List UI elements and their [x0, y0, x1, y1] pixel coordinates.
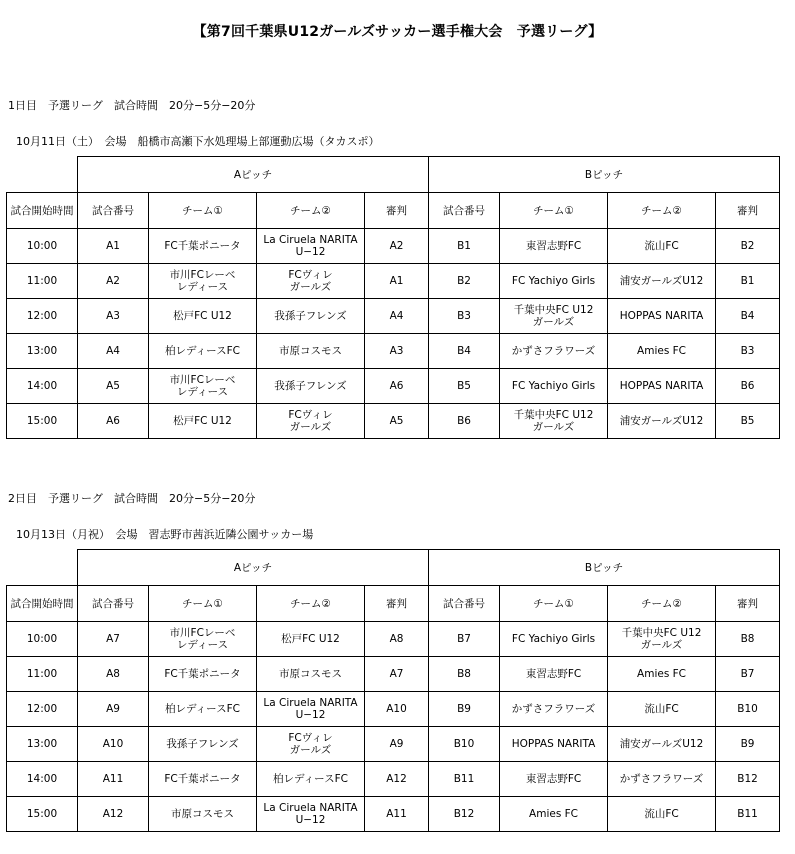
a-referee-cell: A8	[365, 622, 429, 657]
col-start-time: 試合開始時間	[7, 586, 78, 622]
a-team2-cell: 我孫子フレンズ	[257, 299, 365, 334]
col-b-match-no: 試合番号	[429, 193, 500, 229]
b-referee-cell: B8	[716, 622, 780, 657]
b-match-no-cell: B11	[429, 762, 500, 797]
b-match-no-cell: B9	[429, 692, 500, 727]
b-match-no-cell: B7	[429, 622, 500, 657]
a-referee-cell: A6	[365, 369, 429, 404]
a-referee-cell: A2	[365, 229, 429, 264]
col-a-team2: チーム②	[257, 193, 365, 229]
b-team2-cell: 浦安ガールズU12	[608, 727, 716, 762]
a-match-no-cell: A8	[78, 657, 149, 692]
a-team2-cell: 市原コスモス	[257, 334, 365, 369]
a-match-no-cell: A5	[78, 369, 149, 404]
start-time-cell: 15:00	[7, 797, 78, 832]
b-match-no-cell: B10	[429, 727, 500, 762]
day1-venue: 10月11日（土） 会場 船橋市高瀬下水処理場上部運動広場（タカスポ）	[16, 135, 380, 148]
table-row	[7, 727, 780, 762]
a-referee-cell: A3	[365, 334, 429, 369]
a-referee-cell: A7	[365, 657, 429, 692]
a-match-no-cell: A4	[78, 334, 149, 369]
b-team2-cell: 流山FC	[608, 229, 716, 264]
a-team1-cell: FC千葉ポニータ	[149, 229, 257, 264]
b-team1-cell: 東習志野FC	[500, 762, 608, 797]
b-team1-cell: 千葉中央FC U12 ガールズ	[500, 404, 608, 439]
a-match-no-cell: A9	[78, 692, 149, 727]
start-time-cell: 14:00	[7, 762, 78, 797]
pitch-a-header: Aピッチ	[78, 550, 429, 586]
b-team2-cell: HOPPAS NARITA	[608, 369, 716, 404]
b-team2-cell: かずさフラワーズ	[608, 762, 716, 797]
b-team1-cell: FC Yachiyo Girls	[500, 264, 608, 299]
col-b-team2: チーム②	[608, 586, 716, 622]
a-team1-cell: 松戸FC U12	[149, 404, 257, 439]
b-referee-cell: B3	[716, 334, 780, 369]
b-referee-cell: B2	[716, 229, 780, 264]
b-match-no-cell: B12	[429, 797, 500, 832]
col-a-team1: チーム①	[149, 586, 257, 622]
col-b-team2: チーム②	[608, 193, 716, 229]
a-match-no-cell: A12	[78, 797, 149, 832]
start-time-cell: 12:00	[7, 692, 78, 727]
start-time-cell: 13:00	[7, 727, 78, 762]
table-row	[7, 657, 780, 692]
day1-schedule-table	[6, 156, 780, 439]
b-team2-cell: 千葉中央FC U12 ガールズ	[608, 622, 716, 657]
start-time-cell: 13:00	[7, 334, 78, 369]
b-match-no-cell: B8	[429, 657, 500, 692]
a-team1-cell: 我孫子フレンズ	[149, 727, 257, 762]
a-team2-cell: FCヴィレ ガールズ	[257, 264, 365, 299]
b-team1-cell: 東習志野FC	[500, 229, 608, 264]
b-team2-cell: HOPPAS NARITA	[608, 299, 716, 334]
a-team1-cell: FC千葉ポニータ	[149, 657, 257, 692]
a-team2-cell: 松戸FC U12	[257, 622, 365, 657]
b-match-no-cell: B5	[429, 369, 500, 404]
col-a-team1: チーム①	[149, 193, 257, 229]
a-team2-cell: FCヴィレ ガールズ	[257, 727, 365, 762]
start-time-cell: 15:00	[7, 404, 78, 439]
table-row	[7, 369, 780, 404]
col-a-team2: チーム②	[257, 586, 365, 622]
col-a-referee: 審判	[365, 193, 429, 229]
b-team1-cell: FC Yachiyo Girls	[500, 622, 608, 657]
a-referee-cell: A12	[365, 762, 429, 797]
col-a-match-no: 試合番号	[78, 586, 149, 622]
a-team2-cell: La Ciruela NARITA U−12	[257, 229, 365, 264]
b-team2-cell: 流山FC	[608, 797, 716, 832]
b-match-no-cell: B1	[429, 229, 500, 264]
table-row	[7, 229, 780, 264]
b-referee-cell: B10	[716, 692, 780, 727]
start-time-cell: 10:00	[7, 229, 78, 264]
b-team1-cell: HOPPAS NARITA	[500, 727, 608, 762]
day2-heading: 2日目 予選リーグ 試合時間 20分−5分−20分	[8, 492, 256, 505]
a-referee-cell: A9	[365, 727, 429, 762]
col-a-match-no: 試合番号	[78, 193, 149, 229]
table-row	[7, 404, 780, 439]
b-match-no-cell: B2	[429, 264, 500, 299]
start-time-cell: 10:00	[7, 622, 78, 657]
page-title: 【第7回千葉県U12ガールズサッカー選手権大会 予選リーグ】	[192, 24, 603, 40]
b-team2-cell: Amies FC	[608, 334, 716, 369]
table-row	[7, 264, 780, 299]
a-match-no-cell: A3	[78, 299, 149, 334]
pitch-b-header: Bピッチ	[429, 550, 780, 586]
a-team1-cell: 市川FCレーベ レディース	[149, 264, 257, 299]
day1-heading: 1日目 予選リーグ 試合時間 20分−5分−20分	[8, 99, 256, 112]
start-time-cell: 14:00	[7, 369, 78, 404]
b-team1-cell: 東習志野FC	[500, 657, 608, 692]
table-row	[7, 622, 780, 657]
b-referee-cell: B11	[716, 797, 780, 832]
table-row	[7, 762, 780, 797]
a-match-no-cell: A11	[78, 762, 149, 797]
pitch-a-header: Aピッチ	[78, 157, 429, 193]
b-referee-cell: B9	[716, 727, 780, 762]
a-team2-cell: La Ciruela NARITA U−12	[257, 797, 365, 832]
b-match-no-cell: B3	[429, 299, 500, 334]
a-match-no-cell: A10	[78, 727, 149, 762]
col-b-referee: 審判	[716, 586, 780, 622]
b-team1-cell: Amies FC	[500, 797, 608, 832]
col-b-referee: 審判	[716, 193, 780, 229]
b-team1-cell: かずさフラワーズ	[500, 692, 608, 727]
corner-blank	[7, 157, 78, 193]
a-team2-cell: La Ciruela NARITA U−12	[257, 692, 365, 727]
b-team1-cell: 千葉中央FC U12 ガールズ	[500, 299, 608, 334]
b-team1-cell: かずさフラワーズ	[500, 334, 608, 369]
pitch-b-header: Bピッチ	[429, 157, 780, 193]
col-b-team1: チーム①	[500, 586, 608, 622]
corner-blank	[7, 550, 78, 586]
a-team2-cell: 我孫子フレンズ	[257, 369, 365, 404]
table-row	[7, 334, 780, 369]
col-b-team1: チーム①	[500, 193, 608, 229]
a-match-no-cell: A6	[78, 404, 149, 439]
a-team1-cell: FC千葉ポニータ	[149, 762, 257, 797]
day2-schedule-table	[6, 549, 780, 832]
start-time-cell: 12:00	[7, 299, 78, 334]
b-referee-cell: B1	[716, 264, 780, 299]
b-match-no-cell: B4	[429, 334, 500, 369]
a-team1-cell: 市川FCレーベ レディース	[149, 369, 257, 404]
b-referee-cell: B12	[716, 762, 780, 797]
a-match-no-cell: A7	[78, 622, 149, 657]
table-row	[7, 797, 780, 832]
b-team2-cell: 流山FC	[608, 692, 716, 727]
table-row	[7, 692, 780, 727]
b-referee-cell: B4	[716, 299, 780, 334]
b-referee-cell: B7	[716, 657, 780, 692]
a-team2-cell: 市原コスモス	[257, 657, 365, 692]
a-referee-cell: A1	[365, 264, 429, 299]
start-time-cell: 11:00	[7, 657, 78, 692]
col-b-match-no: 試合番号	[429, 586, 500, 622]
start-time-cell: 11:00	[7, 264, 78, 299]
a-match-no-cell: A1	[78, 229, 149, 264]
a-referee-cell: A11	[365, 797, 429, 832]
a-referee-cell: A5	[365, 404, 429, 439]
b-team1-cell: FC Yachiyo Girls	[500, 369, 608, 404]
col-a-referee: 審判	[365, 586, 429, 622]
a-team2-cell: FCヴィレ ガールズ	[257, 404, 365, 439]
b-team2-cell: Amies FC	[608, 657, 716, 692]
a-referee-cell: A4	[365, 299, 429, 334]
a-team2-cell: 柏レディースFC	[257, 762, 365, 797]
a-team1-cell: 柏レディースFC	[149, 334, 257, 369]
a-team1-cell: 松戸FC U12	[149, 299, 257, 334]
b-referee-cell: B6	[716, 369, 780, 404]
a-referee-cell: A10	[365, 692, 429, 727]
col-start-time: 試合開始時間	[7, 193, 78, 229]
a-team1-cell: 市川FCレーベ レディース	[149, 622, 257, 657]
a-team1-cell: 市原コスモス	[149, 797, 257, 832]
b-team2-cell: 浦安ガールズU12	[608, 264, 716, 299]
table-row	[7, 299, 780, 334]
day2-venue: 10月13日（月祝） 会場 習志野市茜浜近隣公園サッカー場	[16, 528, 314, 541]
b-team2-cell: 浦安ガールズU12	[608, 404, 716, 439]
a-team1-cell: 柏レディースFC	[149, 692, 257, 727]
b-match-no-cell: B6	[429, 404, 500, 439]
a-match-no-cell: A2	[78, 264, 149, 299]
b-referee-cell: B5	[716, 404, 780, 439]
